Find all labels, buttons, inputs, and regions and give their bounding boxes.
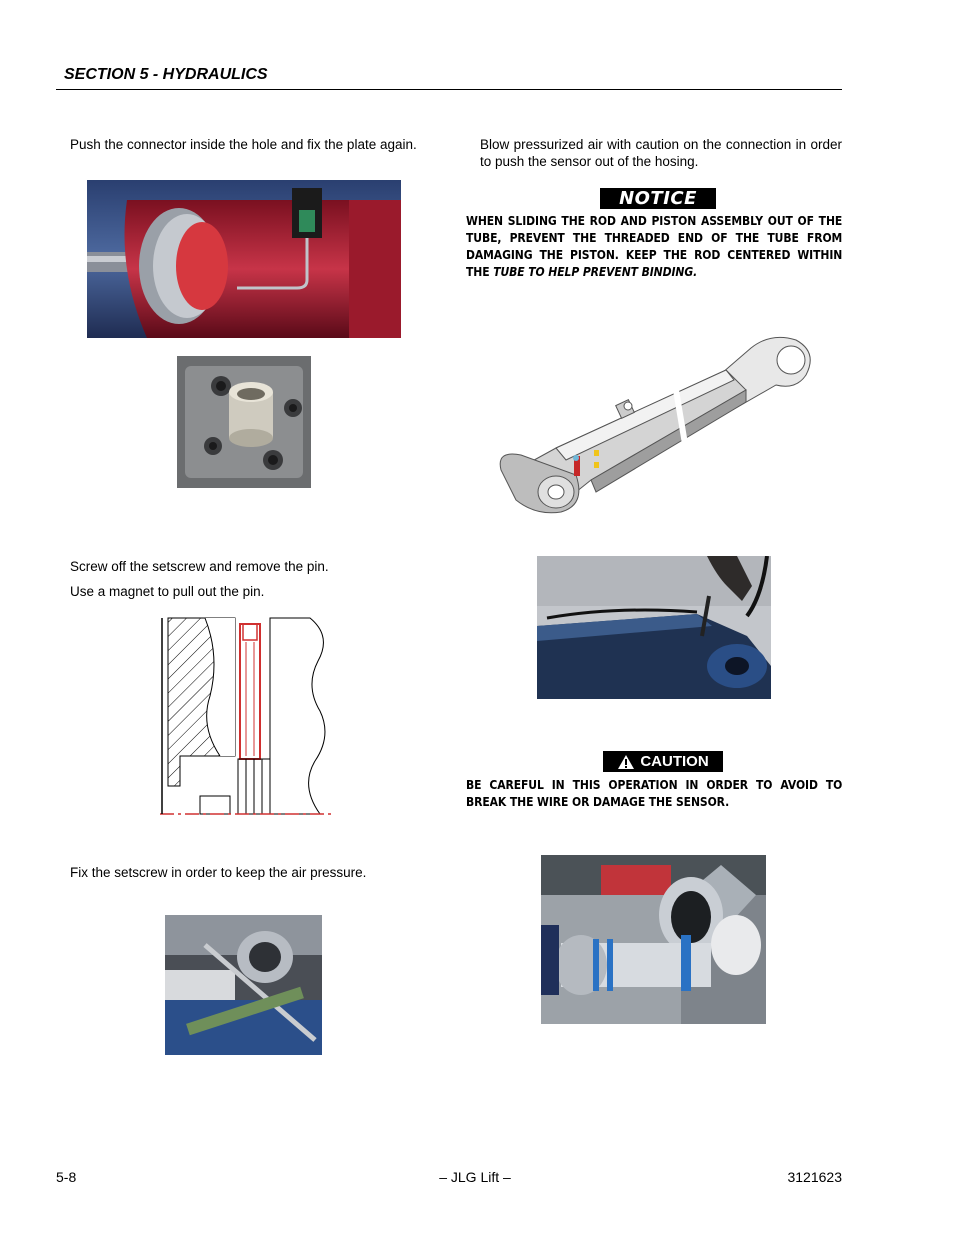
setscrew-tool-photo [165, 915, 322, 1055]
notice-label: NOTICE [600, 188, 716, 209]
step-screw-off: Screw off the setscrew and remove the pin. [70, 559, 329, 574]
step-fix-setscrew: Fix the setscrew in order to keep the air pressure. [70, 865, 367, 880]
rod-piston-assembly-illustration [496, 330, 816, 515]
header-rule [56, 89, 842, 90]
warning-triangle-icon [617, 754, 635, 770]
caution-label [603, 751, 723, 772]
section-title: SECTION 5 - HYDRAULICS [64, 66, 268, 83]
footer-brand: – JLG Lift – [439, 1169, 511, 1185]
step-blow-air: Blow pressurized air with caution on the connection in order to push the sensor out of the hosing. [480, 137, 842, 169]
piston-removal-photo [541, 855, 766, 1024]
plate-image [177, 356, 311, 488]
cutaway-sensor-image [87, 180, 401, 338]
step-push-connector: Push the connector inside the hole and fix the plate again. [70, 137, 417, 152]
step-use-magnet: Use a magnet to pull out the pin. [70, 584, 265, 599]
setscrew-section-drawing [160, 616, 332, 816]
caution-text: BE CAREFUL IN THIS OPERATION IN ORDER TO AVOID TO BREAK THE WIRE OR DAMAGE THE SENSOR. [466, 778, 843, 809]
page-number: 5-8 [56, 1169, 77, 1185]
caution-label-text: CAUTION [640, 753, 709, 770]
blow-air-photo [537, 556, 771, 699]
notice-text: WHEN SLIDING THE ROD AND PISTON ASSEMBLY OUT OF THE TUBE, PREVENT THE THREADED END OF THE TUBE FROM DAMAGING THE PISTON. KEEP THE ROD CENTERED WITHIN THE TUBE TO HELP PREVENT BINDING. [466, 214, 843, 279]
document-number: 3121623 [787, 1169, 842, 1185]
